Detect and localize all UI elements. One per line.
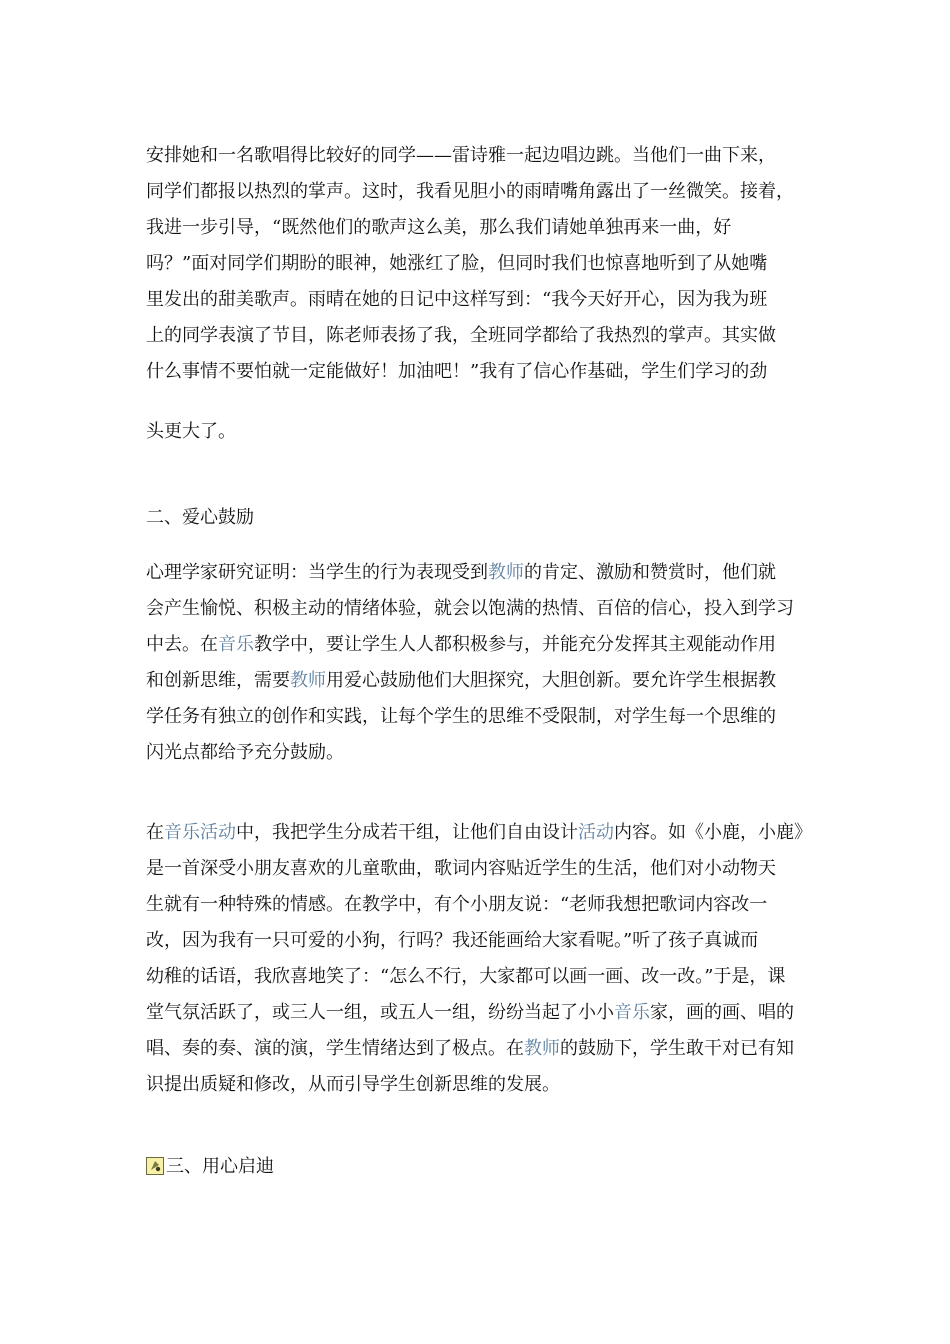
paragraph1-line: 上的同学表演了节目，陈老师表扬了我，全班同学都给了我热烈的掌声。其实做 xyxy=(146,325,776,346)
heading-text: 三、用心启迪 xyxy=(166,1156,274,1177)
keyword-link[interactable]: 教师 xyxy=(524,1038,560,1059)
paragraph3-line xyxy=(146,821,812,845)
paragraph3-line xyxy=(146,1001,806,1025)
text-run: 中去。在 xyxy=(146,634,218,655)
paragraph1-line: 里发出的甜美歌声。雨晴在她的日记中这样写到：“我今天好开心，因为我为班 xyxy=(146,289,768,310)
paragraph2-line xyxy=(146,561,806,585)
paragraph3-line: 幼稚的话语，我欣喜地笑了：“怎么不行，大家都可以画一画、改一改。”于是，课 xyxy=(146,966,786,987)
text-run: 心理学家研究证明：当学生的行为表现受到 xyxy=(146,562,488,583)
keyword-link[interactable]: 音乐活动 xyxy=(164,822,236,843)
paragraph1-line: 什么事情不要怕就一定能做好！加油吧！”我有了信心作基础，学生们学习的劲 xyxy=(146,361,768,382)
paragraph3-line: 改，因为我有一只可爱的小狗，行吗？我还能画给大家看呢。”听了孩子真诚而 xyxy=(146,930,759,951)
text-run: 家，画的画、唱的 xyxy=(650,1002,794,1023)
paragraph2-line xyxy=(146,669,806,693)
keyword-link[interactable]: 音乐 xyxy=(614,1002,650,1023)
text-run: 用爱心鼓励他们大胆探究，大胆创新。要允许学生根据教 xyxy=(326,670,776,691)
text-run: 堂气氛活跃了，或三人一组，或五人一组，纷纷当起了小小 xyxy=(146,1002,614,1023)
paragraph1-line: 头更大了。 xyxy=(146,421,236,442)
paragraph3-line: 识提出质疑和修改，从而引导学生创新思维的发展。 xyxy=(146,1074,560,1095)
text-run: 在 xyxy=(146,822,164,843)
keyword-link[interactable]: 活动 xyxy=(578,822,614,843)
text-run: 教学中，要让学生人人都积极参与，并能充分发挥其主观能动作用 xyxy=(254,634,776,655)
paragraph2-line: 闪光点都给予充分鼓励。 xyxy=(146,742,344,763)
paragraph3-line: 生就有一种特殊的情感。在教学中，有个小朋友说：“老师我想把歌词内容改一 xyxy=(146,894,768,915)
paragraph1-line: 我进一步引导，“既然他们的歌声这么美，那么我们请她单独再来一曲，好 xyxy=(146,217,732,238)
section-heading-3 xyxy=(146,1155,806,1179)
text-run: 唱、奏的奏、演的演，学生情绪达到了极点。在 xyxy=(146,1038,524,1059)
paragraph2-line: 学任务有独立的创作和实践，让每个学生的思维不受限制，对学生每一个思维的 xyxy=(146,706,776,727)
paragraph3-line xyxy=(146,1037,806,1061)
keyword-link[interactable]: 教师 xyxy=(290,670,326,691)
text-run: 的肯定、激励和赞赏时，他们就 xyxy=(524,562,776,583)
text-run: 和创新思维，需要 xyxy=(146,670,290,691)
text-run: 内容。如《小鹿，小鹿》 xyxy=(614,822,812,843)
paragraph1-line: 同学们都报以热烈的掌声。这时，我看见胆小的雨晴嘴角露出了一丝微笑。接着， xyxy=(146,181,794,202)
text-run: 中，我把学生分成若干组，让他们自由设计 xyxy=(236,822,578,843)
paragraph3-line: 是一首深受小朋友喜欢的儿童歌曲，歌词内容贴近学生的生活，他们对小动物天 xyxy=(146,858,776,879)
bookmark-anchor-icon xyxy=(146,1157,164,1175)
paragraph2-line xyxy=(146,633,806,657)
keyword-link[interactable]: 音乐 xyxy=(218,634,254,655)
section-heading-2: 二、爱心鼓励 xyxy=(146,507,254,528)
keyword-link[interactable]: 教师 xyxy=(488,562,524,583)
paragraph1-line: 吗？”面对同学们期盼的眼神，她涨红了脸，但同时我们也惊喜地听到了从她嘴 xyxy=(146,253,768,274)
paragraph1-line: 安排她和一名歌唱得比较好的同学——雷诗雅一起边唱边跳。当他们一曲下来， xyxy=(146,145,776,166)
paragraph2-line: 会产生愉悦、积极主动的情绪体验，就会以饱满的热情、百倍的信心，投入到学习 xyxy=(146,598,794,619)
text-run: 的鼓励下，学生敢干对已有知 xyxy=(560,1038,794,1059)
